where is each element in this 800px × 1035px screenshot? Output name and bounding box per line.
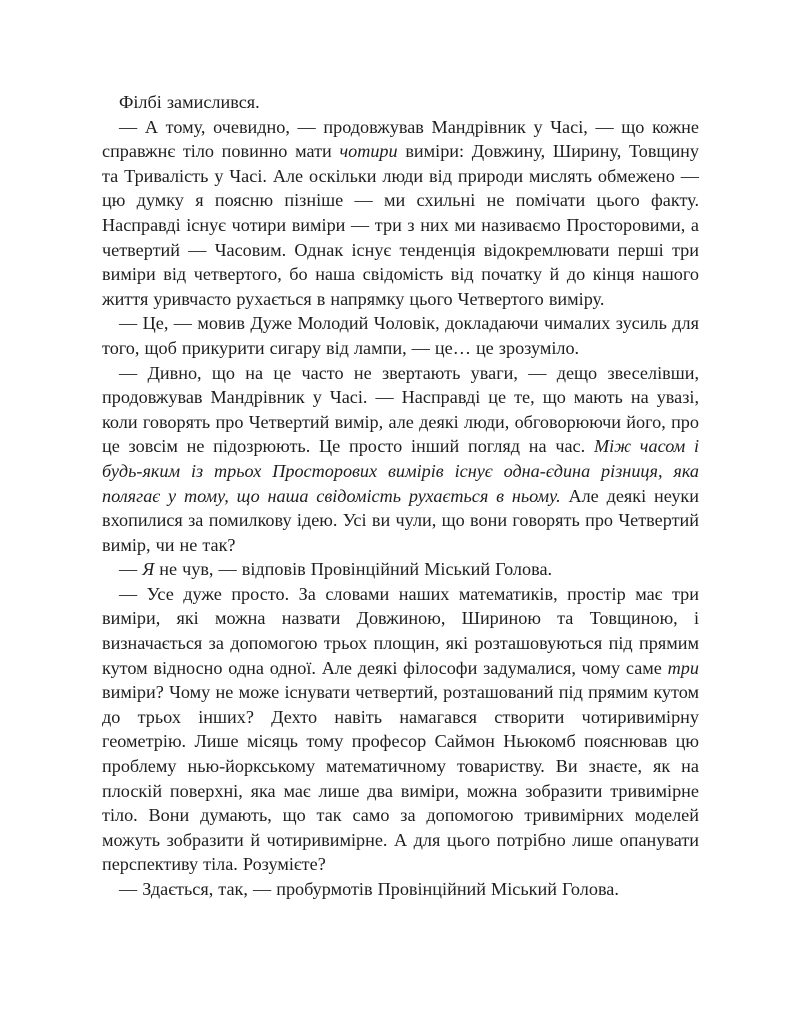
text-segment: — Дивно, що на це часто не звертають уваги, — дещо звеселівши, продовжував Мандрівник у Часі. — Насправді це те, що мають на увазі, коли говорять про Четвертий вимір, але деякі люди, обговорюючи його, про це зовсім не підозрюють. Це просто інший погляд на час. bbox=[102, 362, 699, 457]
text-segment: Філбі замислився. bbox=[119, 92, 260, 112]
paragraph bbox=[102, 115, 699, 312]
text-segment: виміри: Довжину, Ширину, Товщину та Тривалість у Часі. Але оскільки люди від природи мислять обмежено — цю думку я поясню пізніше — ми схильні не помічати цього факту. Насправді існує чотири виміри — три з них ми називаємо Просторовими, а четвертий — Часовим. Однак існує тенденція відокремлювати перші три виміри від четвертого, бо наша свідомість від початку й до кінця нашого життя уривчасто рухається в напрямку цього Четвертого виміру. bbox=[102, 141, 699, 309]
paragraph bbox=[102, 90, 699, 115]
text-segment: — Здається, так, — пробурмотів Провінційний Міський Голова. bbox=[119, 879, 619, 899]
paragraph bbox=[102, 557, 699, 582]
text-segment: виміри? Чому не може існувати четвертий, розташований під прямим кутом до трьох інших? Дехто навіть намагався створити чотиривимірну геометрію. Лише місяць тому професор Саймон Ньюкомб пояснював цю проблему нью-йоркському математичному товариству. Ви знаєте, як на плоскій поверхні, яка має лише два виміри, можна зобразити тривимірне тіло. Вони думають, що так само за допомогою тривимірних моделей можуть зобразити й чотиривимірне. А для цього потрібно лише опанувати перспективу тіла. Розумієте? bbox=[102, 682, 699, 875]
text-segment: — bbox=[119, 559, 143, 580]
paragraph bbox=[102, 877, 699, 902]
text-segment: — Це, — мовив Дуже Молодий Чоловік, докладаючи чималих зусиль для того, щоб прикурити сигару від лампи, — це… це зрозуміло. bbox=[102, 313, 699, 358]
paragraph bbox=[102, 582, 699, 877]
book-page-text bbox=[102, 90, 699, 902]
text-segment: — А тому, очевидно, — продовжував Мандрівник у Часі, — що кожне справжнє тіло повинно мати bbox=[102, 116, 699, 162]
text-segment: — Усе дуже просто. За словами наших математиків, простір має три виміри, які можна назвати Довжиною, Шириною та Товщиною, і визначається за допомогою трьох площин, які розташовуються під прямим кутом відносно одна одної. Але деякі філософи задумалися, чому саме bbox=[102, 583, 699, 678]
italic-segment: чотири bbox=[339, 141, 398, 162]
paragraph bbox=[102, 311, 699, 360]
italic-segment: Між часом і будь-яким із трьох Просторових вимірів існує одна-єдина різниця, яка полягає у тому, що наша свідомість рухається в ньому. bbox=[102, 436, 700, 506]
text-segment: не чув, — відповів Провінційний Міський Голова. bbox=[154, 559, 553, 580]
text-segment: Але деякі неуки вхопилися за помилкову ідею. Усі ви чули, що вони говорять про Четвертий вимір, чи не так? bbox=[102, 485, 699, 555]
italic-segment: Я bbox=[142, 559, 155, 580]
italic-segment: три bbox=[667, 657, 699, 678]
paragraph bbox=[102, 361, 699, 558]
